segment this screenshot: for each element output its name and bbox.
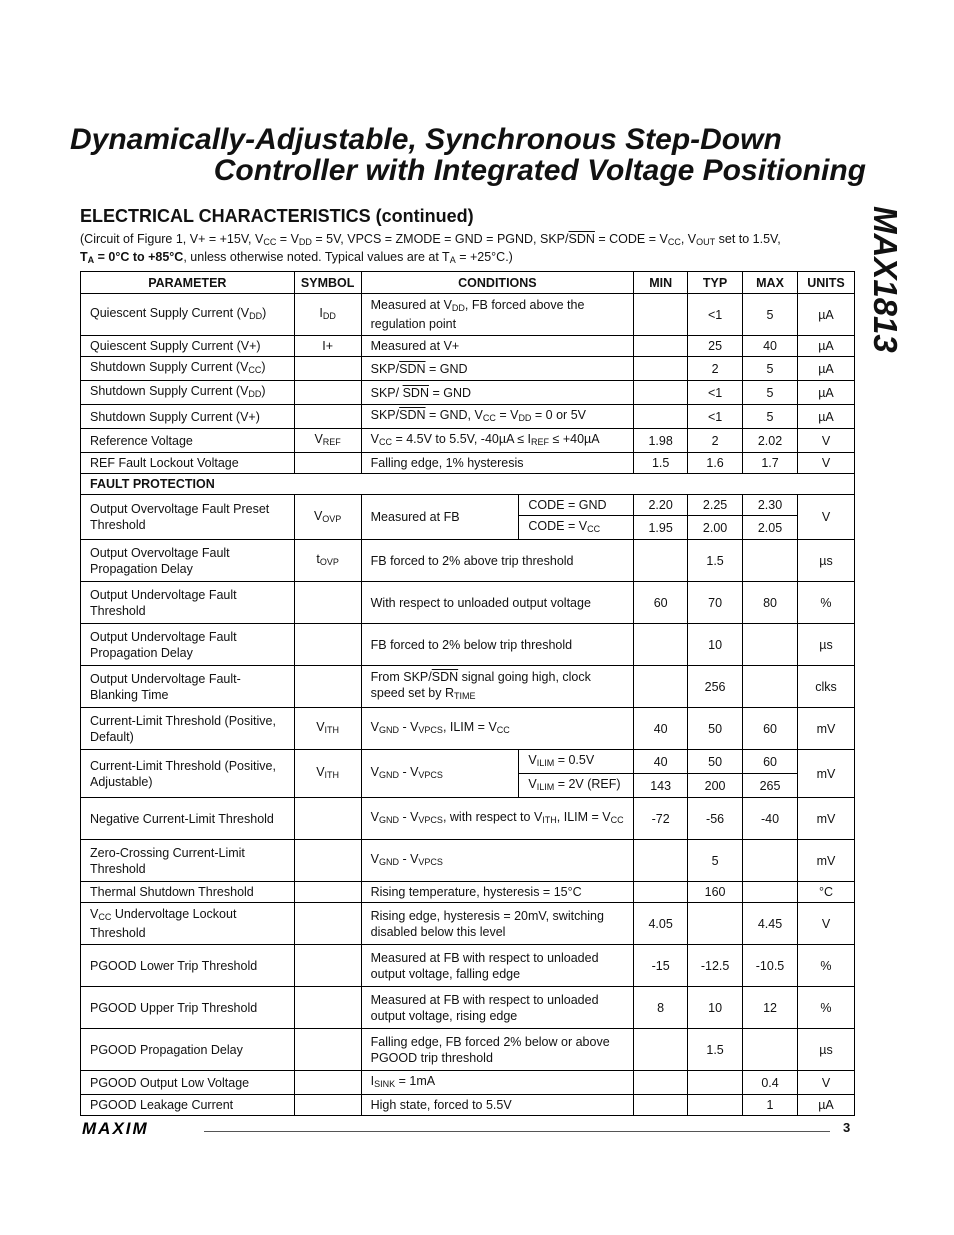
max-cell: 5 [743,294,798,336]
units-cell: µA [797,336,854,357]
cond-text: = 5V, VPCS = ZMODE = GND = PGND, SKP/ [311,232,569,246]
min-cell [634,624,688,666]
sub-condition-cell: $V_{ILIM} = 0.5V$ [519,750,634,774]
min-cell [634,666,688,708]
max-cell: 80 [743,582,798,624]
max-cell: 2.30 [743,495,798,516]
cond-sub: CC [667,237,681,247]
typ-cell: 1.5 [688,540,743,582]
conditions-cell: SKP/ $\overline{SDN}$ = GND [361,381,634,405]
conditions-cell: SKP/$\overline{SDN}$ = GND, $V_{CC} = V_{DD} = 0$ or 5V [361,405,634,429]
parameter-cell: Output Undervoltage Fault-Blanking Time [81,666,295,708]
side-part-number [856,206,908,382]
units-cell: mV [797,750,854,798]
cond-text: , unless otherwise noted. Typical values are at T [183,250,450,264]
units-cell: % [797,987,854,1029]
max-cell: -10.5 [743,945,798,987]
symbol-cell [294,798,361,840]
table-row [81,945,855,987]
units-cell: % [797,945,854,987]
min-cell [634,1029,688,1071]
parameter-cell: PGOOD Propagation Delay [81,1029,295,1071]
table-row [81,1071,855,1095]
min-cell: 4.05 [634,903,688,945]
typ-cell: 2 [688,429,743,453]
column-header: UNITS [797,272,854,294]
max-cell: 5 [743,405,798,429]
symbol-cell [294,381,361,405]
max-cell: 1.7 [743,453,798,474]
min-cell [634,1071,688,1095]
typ-cell [688,1095,743,1116]
min-cell [634,381,688,405]
min-cell: -15 [634,945,688,987]
parameter-cell: REF Fault Lockout Voltage [81,453,295,474]
conditions-cell: With respect to unloaded output voltage [361,582,634,624]
symbol-cell [294,405,361,429]
parameter-cell: PGOOD Lower Trip Threshold [81,945,295,987]
symbol-cell: I+ [294,336,361,357]
typ-cell: <1 [688,381,743,405]
cond-sub: OUT [696,237,716,247]
typ-cell: 2.00 [688,516,743,540]
typ-cell: 25 [688,336,743,357]
side-part-number-text: MAX1813 [867,206,904,353]
units-cell: mV [797,798,854,840]
units-cell: °C [797,882,854,903]
max-cell: 4.45 [743,903,798,945]
sub-condition-cell: $V_{ILIM} = 2V$ (REF) [519,774,634,798]
cond-text: = CODE = V [594,232,668,246]
min-cell: -72 [634,798,688,840]
parameter-cell: Quiescent Supply Current $(V_{DD})$ [81,294,295,336]
min-cell [634,294,688,336]
column-header: PARAMETER [81,272,295,294]
conditions-cell: Falling edge, 1% hysteresis [361,453,634,474]
temp-range [80,250,183,264]
max-cell: 5 [743,381,798,405]
typ-cell: 200 [688,774,743,798]
units-cell: clks [797,666,854,708]
symbol-cell [294,945,361,987]
units-cell: V [797,495,854,540]
cond-text: (Circuit of Figure 1, V+ = +15V, V [80,232,264,246]
max-cell: 5 [743,357,798,381]
units-cell: µA [797,405,854,429]
parameter-cell: Quiescent Supply Current (V+) [81,336,295,357]
typ-cell: 10 [688,624,743,666]
units-cell: µs [797,540,854,582]
min-cell: 8 [634,987,688,1029]
symbol-cell [294,1095,361,1116]
table-row [81,453,855,474]
symbol-cell [294,882,361,903]
min-cell: 40 [634,750,688,774]
max-cell: 40 [743,336,798,357]
typ-cell: 10 [688,987,743,1029]
max-cell [743,1029,798,1071]
table-header-row [81,272,855,294]
table-row [81,840,855,882]
parameter-cell: Negative Current-Limit Threshold [81,798,295,840]
min-cell: 143 [634,774,688,798]
units-cell: µs [797,624,854,666]
typ-cell: 160 [688,882,743,903]
max-cell: 265 [743,774,798,798]
table-row [81,495,855,516]
typ-cell [688,903,743,945]
parameter-cell: $V_{CC}$ Undervoltage Lockout Threshold [81,903,295,945]
min-cell [634,1095,688,1116]
conditions-cell: $I_{SINK} = 1mA$ [361,1071,634,1095]
cond-text: T [80,250,88,264]
typ-cell: <1 [688,294,743,336]
table-row [81,294,855,336]
units-cell: V [797,453,854,474]
symbol-cell [294,666,361,708]
table-row [81,666,855,708]
min-cell: 60 [634,582,688,624]
max-cell: 1 [743,1095,798,1116]
conditions-cell: $V_{GND} - V_{VPCS}$, ILIM = $V_{CC}$ [361,708,634,750]
table-row [81,540,855,582]
page-number: 3 [843,1120,851,1135]
max-cell [743,666,798,708]
typ-cell: 2 [688,357,743,381]
symbol-cell [294,582,361,624]
typ-cell: 1.5 [688,1029,743,1071]
min-cell: 40 [634,708,688,750]
max-cell [743,540,798,582]
conditions-cell: Measured at FB with respect to unloaded output voltage, falling edge [361,945,634,987]
fault-protection-heading: FAULT PROTECTION [81,474,855,495]
max-cell: -40 [743,798,798,840]
conditions-cell: Rising edge, hysteresis = 20mV, switching disabled below this level [361,903,634,945]
cond-text: = +25°C.) [455,250,513,264]
units-cell: µs [797,1029,854,1071]
table-row [81,582,855,624]
conditions-cell: Measured at FB [361,495,519,540]
symbol-cell: $t_{OVP}$ [294,540,361,582]
parameter-cell: Shutdown Supply Current $(V_{DD})$ [81,381,295,405]
max-cell: 2.02 [743,429,798,453]
symbol-cell [294,903,361,945]
max-cell: 60 [743,750,798,774]
min-cell [634,840,688,882]
conditions-cell: $V_{GND} - V_{VPCS}$ [361,750,519,798]
conditions-cell: Rising temperature, hysteresis = 15°C [361,882,634,903]
conditions-cell: Measured at V+ [361,336,634,357]
conditions-cell: $V_{GND} - V_{VPCS}$ [361,840,634,882]
table-row [81,336,855,357]
units-cell: V [797,903,854,945]
section-title: ELECTRICAL CHARACTERISTICS (continued) [80,206,474,226]
min-cell: 1.98 [634,429,688,453]
typ-cell: 5 [688,840,743,882]
min-cell: 1.5 [634,453,688,474]
table-row [81,798,855,840]
min-cell [634,336,688,357]
min-cell [634,357,688,381]
units-cell: mV [797,840,854,882]
table-row [81,708,855,750]
column-header: TYP [688,272,743,294]
table-row [81,750,855,774]
logo-text: MAXIM [82,1120,149,1136]
symbol-cell: $V_{REF}$ [294,429,361,453]
conditions-cell: Measured at FB with respect to unloaded output voltage, rising edge [361,987,634,1029]
conditions-note [80,232,855,268]
typ-cell: 50 [688,708,743,750]
column-header: CONDITIONS [361,272,634,294]
table-row [81,1095,855,1116]
table-row [81,903,855,945]
symbol-cell: $I_{DD}$ [294,294,361,336]
cond-text: , V [680,232,697,246]
typ-cell: -56 [688,798,743,840]
typ-cell [688,1071,743,1095]
parameter-cell: Current-Limit Threshold (Positive, Adjustable) [81,750,295,798]
symbol-cell [294,987,361,1029]
parameter-cell: Shutdown Supply Current $(V_{CC})$ [81,357,295,381]
cond-text: set to 1.5V, [715,232,781,246]
symbol-cell: $V_{OVP}$ [294,495,361,540]
parameter-cell: Output Overvoltage Fault Propagation Delay [81,540,295,582]
parameter-cell: Thermal Shutdown Threshold [81,882,295,903]
max-cell: 12 [743,987,798,1029]
parameter-cell: PGOOD Leakage Current [81,1095,295,1116]
parameter-cell: Output Undervoltage Fault Propagation Delay [81,624,295,666]
cond-sub: DD [298,237,312,247]
max-cell [743,882,798,903]
table-row [81,987,855,1029]
conditions-cell: $V_{CC} = 4.5V$ to 5.5V, $-40\mu A \le I_{REF} \le +40\mu A$ [361,429,634,453]
conditions-cell: FB forced to 2% below trip threshold [361,624,634,666]
column-header: MAX [743,272,798,294]
max-cell [743,840,798,882]
max-cell: 60 [743,708,798,750]
symbol-cell: $V_{ITH}$ [294,708,361,750]
symbol-cell [294,357,361,381]
column-header: MIN [634,272,688,294]
typ-cell: <1 [688,405,743,429]
units-cell: µA [797,294,854,336]
cond-text: = V [276,232,299,246]
column-header: SYMBOL [294,272,361,294]
parameter-cell: Reference Voltage [81,429,295,453]
conditions-cell: SKP/$\overline{SDN}$ = GND [361,357,634,381]
min-cell [634,882,688,903]
cond-sub: CC [263,237,277,247]
section-row [81,474,855,495]
sub-condition-cell: CODE = $V_{CC}$ [519,516,634,540]
parameter-cell: Output Overvoltage Fault Preset Threshold [81,495,295,540]
cond-sub: A [449,255,456,265]
units-cell: V [797,1071,854,1095]
parameter-cell: PGOOD Upper Trip Threshold [81,987,295,1029]
min-cell [634,540,688,582]
units-cell: µA [797,1095,854,1116]
table-row [81,405,855,429]
typ-cell: 50 [688,750,743,774]
title-line-2: Controller with Integrated Voltage Positioning [213,154,866,187]
document-title [70,124,870,186]
min-cell: 2.20 [634,495,688,516]
max-cell [743,624,798,666]
conditions-cell: From SKP/$\overline{SDN}$ signal going high, clock speed set by $R_{TIME}$ [361,666,634,708]
units-cell: µA [797,381,854,405]
symbol-cell [294,1029,361,1071]
units-cell: µA [797,357,854,381]
parameter-cell: Current-Limit Threshold (Positive, Default) [81,708,295,750]
typ-cell: 1.6 [688,453,743,474]
footer-rule [204,1131,830,1132]
conditions-cell: $V_{GND} - V_{VPCS}$, with respect to $V_{ITH}$, ILIM = $V_{CC}$ [361,798,634,840]
max-cell: 2.05 [743,516,798,540]
cond-overline: $\overline{SDN}$ [568,232,595,246]
symbol-cell [294,840,361,882]
cond-text: = 0°C to +85°C [94,250,184,264]
min-cell [634,405,688,429]
typ-cell: -12.5 [688,945,743,987]
parameter-cell: Output Undervoltage Fault Threshold [81,582,295,624]
typ-cell: 70 [688,582,743,624]
parameter-cell: Zero-Crossing Current-Limit Threshold [81,840,295,882]
symbol-cell: $V_{ITH}$ [294,750,361,798]
conditions-cell: High state, forced to 5.5V [361,1095,634,1116]
table-row [81,429,855,453]
parameter-cell: PGOOD Output Low Voltage [81,1071,295,1095]
typ-cell: 2.25 [688,495,743,516]
conditions-cell: Falling edge, FB forced 2% below or above PGOOD trip threshold [361,1029,634,1071]
maxim-logo [82,1120,192,1136]
units-cell: mV [797,708,854,750]
symbol-cell [294,624,361,666]
units-cell: % [797,582,854,624]
conditions-cell: Measured at $V_{DD}$, FB forced above the regulation point [361,294,634,336]
min-cell: 1.95 [634,516,688,540]
title-line-1: Dynamically-Adjustable, Synchronous Step-Down [70,123,782,156]
table-row [81,381,855,405]
symbol-cell [294,1071,361,1095]
table-row [81,882,855,903]
table-row [81,1029,855,1071]
typ-cell: 256 [688,666,743,708]
parameter-cell: Shutdown Supply Current (V+) [81,405,295,429]
symbol-cell [294,453,361,474]
units-cell: V [797,429,854,453]
sub-condition-cell: CODE = GND [519,495,634,516]
electrical-characteristics-table [80,271,855,1116]
table-row [81,357,855,381]
max-cell: 0.4 [743,1071,798,1095]
conditions-cell: FB forced to 2% above trip threshold [361,540,634,582]
cond-sub: A [87,255,95,265]
table-row [81,624,855,666]
